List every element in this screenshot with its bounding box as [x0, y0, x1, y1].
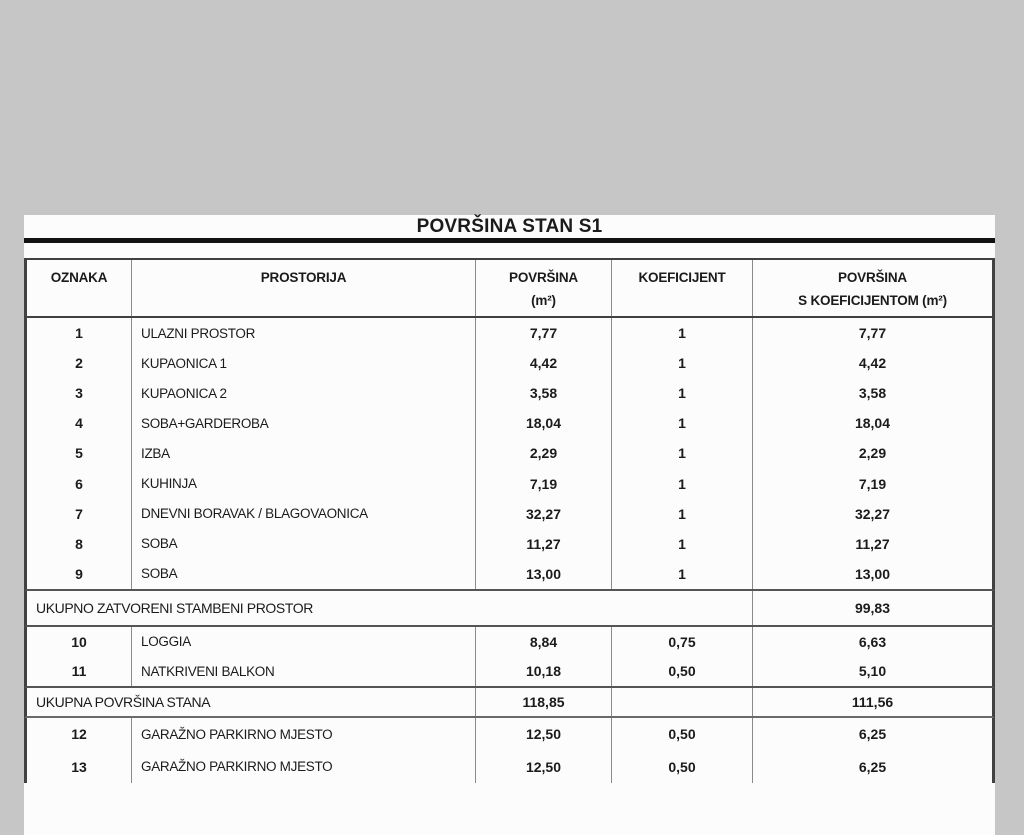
table-row: [27, 469, 992, 499]
cell-povrsina: 2,29: [475, 438, 611, 468]
cell-oznaka: 3: [75, 385, 83, 402]
cell-koeficijent: 1: [611, 408, 752, 438]
cell-povrsina-s-koef: 18,04: [752, 408, 992, 438]
table-row: [27, 718, 992, 751]
cell-povrsina-s-koef: 2,29: [752, 438, 992, 468]
cell-oznaka: 2: [75, 355, 83, 372]
cell-povrsina: 13,00: [475, 559, 611, 589]
cell-oznaka: 10: [71, 633, 87, 650]
table-row: [27, 318, 992, 348]
cell-oznaka: 8: [75, 535, 83, 552]
cell-povrsina-s-koef: 7,19: [752, 469, 992, 499]
cell-prostorija: ULAZNI PROSTOR: [131, 318, 475, 348]
cell-povrsina: 12,50: [475, 718, 611, 751]
header-povrsina: POVRŠINA (m²): [475, 260, 611, 316]
cell-povrsina-s-koef: 6,25: [752, 751, 992, 784]
cell-prostorija: SOBA: [131, 559, 475, 589]
table-row: [27, 627, 992, 657]
cell-oznaka: 4: [75, 415, 83, 432]
table-title-text: POVRŠINA STAN S1: [416, 215, 603, 237]
cell-prostorija: LOGGIA: [131, 627, 475, 657]
header-povrsina-s-koeficijentom: POVRŠINA S KOEFICIJENTOM (m²): [752, 260, 992, 316]
cell-oznaka: 5: [75, 445, 83, 462]
cell-povrsina-s-koef: 13,00: [752, 559, 992, 589]
cell-oznaka: 13: [71, 758, 87, 775]
cell-oznaka: 6: [75, 475, 83, 492]
cell-prostorija: DNEVNI BORAVAK / BLAGOVAONICA: [131, 499, 475, 529]
cell-povrsina: 11,27: [475, 529, 611, 559]
main-rows-section: [24, 318, 995, 591]
cell-povrsina-s-koef: 6,25: [752, 718, 992, 751]
cell-povrsina: 7,77: [475, 318, 611, 348]
header-koeficijent: KOEFICIJENT: [611, 260, 752, 316]
cell-povrsina-s-koef: 11,27: [752, 529, 992, 559]
document-page: [24, 215, 995, 835]
cell-oznaka: 11: [71, 663, 87, 680]
cell-povrsina: 10,18: [475, 657, 611, 687]
cell-koeficijent: 0,75: [611, 627, 752, 657]
cell-povrsina: 32,27: [475, 499, 611, 529]
cell-povrsina-s-koef: 6,63: [752, 627, 992, 657]
total-povrsina-s-koef: 111,56: [752, 688, 992, 716]
cell-koeficijent: 1: [611, 559, 752, 589]
header-prostorija: PROSTORIJA: [131, 260, 475, 316]
cell-koeficijent: 1: [611, 529, 752, 559]
table-row: [27, 348, 992, 378]
subtotal-value: 99,83: [752, 591, 992, 625]
cell-povrsina-s-koef: 5,10: [752, 657, 992, 687]
cell-koeficijent: 1: [611, 469, 752, 499]
cell-povrsina-s-koef: 32,27: [752, 499, 992, 529]
cell-oznaka: 1: [75, 325, 83, 342]
cell-povrsina: 7,19: [475, 469, 611, 499]
parking-rows-section: [24, 718, 995, 783]
table-row: [27, 751, 992, 784]
cell-koeficijent: 1: [611, 318, 752, 348]
cell-oznaka: 12: [71, 726, 87, 743]
cell-prostorija: IZBA: [131, 438, 475, 468]
table-row: [27, 559, 992, 589]
cell-prostorija: SOBA: [131, 529, 475, 559]
cell-prostorija: SOBA+GARDEROBA: [131, 408, 475, 438]
total-label: UKUPNA POVRŠINA STANA: [36, 694, 211, 710]
cell-koeficijent: 1: [611, 378, 752, 408]
subtotal-label: UKUPNO ZATVORENI STAMBENI PROSTOR: [36, 600, 313, 616]
cell-povrsina-s-koef: 7,77: [752, 318, 992, 348]
header-oznaka: OZNAKA: [50, 270, 108, 285]
table-row: [27, 657, 992, 687]
cell-koeficijent: 1: [611, 438, 752, 468]
cell-prostorija: GARAŽNO PARKIRNO MJESTO: [131, 751, 475, 784]
table-row: [27, 438, 992, 468]
cell-povrsina-s-koef: 4,42: [752, 348, 992, 378]
cell-povrsina: 3,58: [475, 378, 611, 408]
cell-prostorija: NATKRIVENI BALKON: [131, 657, 475, 687]
total-koeficijent: [611, 688, 752, 716]
subtotal-row: [24, 591, 995, 627]
table-row: [27, 378, 992, 408]
cell-povrsina: 12,50: [475, 751, 611, 784]
table-row: [27, 499, 992, 529]
cell-povrsina: 4,42: [475, 348, 611, 378]
total-povrsina: 118,85: [475, 688, 611, 716]
cell-koeficijent: 1: [611, 348, 752, 378]
table-header-row: [24, 258, 995, 318]
cell-prostorija: KUPAONICA 2: [131, 378, 475, 408]
table-title: [24, 215, 995, 238]
cell-koeficijent: 0,50: [611, 718, 752, 751]
cell-oznaka: 7: [75, 505, 83, 522]
cell-povrsina: 8,84: [475, 627, 611, 657]
cell-prostorija: KUPAONICA 1: [131, 348, 475, 378]
cell-koeficijent: 0,50: [611, 657, 752, 687]
cell-povrsina-s-koef: 3,58: [752, 378, 992, 408]
cell-prostorija: GARAŽNO PARKIRNO MJESTO: [131, 718, 475, 751]
table-row: [27, 529, 992, 559]
table-row: [27, 408, 992, 438]
cell-koeficijent: 0,50: [611, 751, 752, 784]
cell-povrsina: 18,04: [475, 408, 611, 438]
cell-oznaka: 9: [75, 565, 83, 582]
title-rule-divider: [24, 238, 995, 243]
cell-prostorija: KUHINJA: [131, 469, 475, 499]
total-row: [24, 688, 995, 718]
cell-koeficijent: 1: [611, 499, 752, 529]
outdoor-rows-section: [24, 627, 995, 688]
